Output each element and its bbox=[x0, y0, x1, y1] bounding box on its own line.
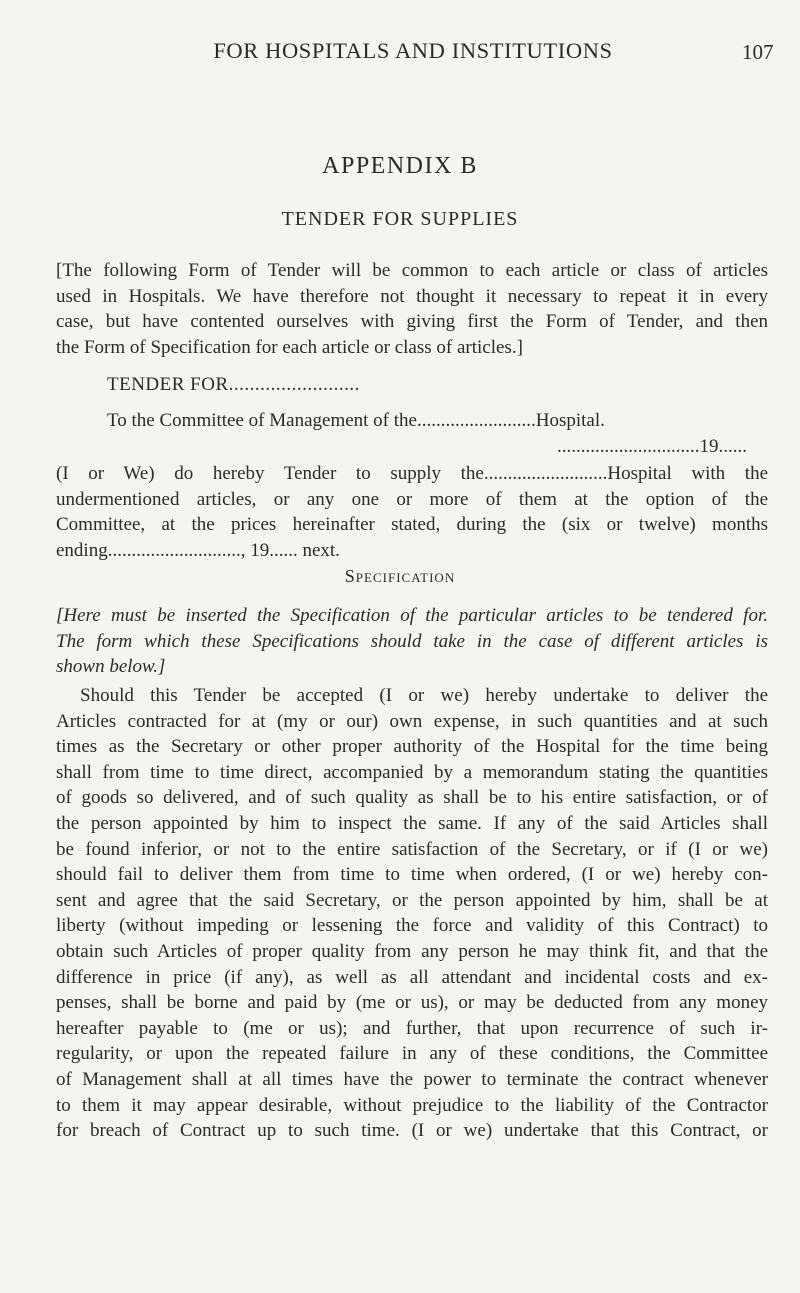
main-line: difference in price (if any), as well as all attendant and incidental costs and ex- bbox=[56, 966, 768, 988]
specification-heading: Specification bbox=[344, 566, 456, 586]
intro-paragraph bbox=[56, 258, 768, 360]
main-line: for breach of Contract up to such time. (I or we) undertake that this Contract, or bbox=[56, 1120, 768, 1142]
spec-note-line: The form which these Specifications should take in the case of different articles is bbox=[56, 630, 768, 652]
date-line: ..............................19...... bbox=[557, 436, 747, 457]
supply-line: (I or We) do hereby Tender to supply the..........................Hospital with the bbox=[56, 463, 768, 484]
tender-for-line: TENDER FOR......................... bbox=[107, 374, 360, 395]
appendix-title: APPENDIX B bbox=[322, 153, 478, 179]
main-line: liberty (without impeding or lessening the force and validity of this Contract) to bbox=[56, 915, 768, 937]
main-line: sent and agree that the said Secretary, or the person appointed by him, shall be at bbox=[56, 889, 768, 911]
main-line: Should this Tender be accepted (I or we) hereby undertake to deliver the bbox=[80, 685, 768, 706]
intro-line: the Form of Specification for each article or class of articles.] bbox=[56, 336, 523, 358]
supply-paragraph bbox=[56, 461, 768, 563]
main-line: the person appointed by him to inspect the same. If any of the said Articles shall bbox=[56, 812, 768, 834]
supply-line: undermentioned articles, or any one or more of them at the option of the bbox=[56, 488, 768, 510]
main-line: of Management shall at all times have the power to terminate the contract whenever bbox=[56, 1068, 768, 1090]
main-line: penses, shall be borne and paid by (me or us), or may be deducted from any money bbox=[56, 992, 768, 1014]
supply-line: Committee, at the prices hereinafter stated, during the (six or twelve) months bbox=[56, 514, 768, 536]
main-line: be found inferior, or not to the entire satisfaction of the Secretary, or if (I or we) bbox=[56, 838, 768, 860]
main-line: hereafter payable to (me or us); and further, that upon recurrence of such ir- bbox=[56, 1017, 768, 1039]
main-line: times as the Secretary or other proper authority of the Hospital for the time being bbox=[56, 736, 768, 758]
main-line: of goods so delivered, and of such quality as shall be to his entire satisfaction, or of bbox=[56, 787, 768, 809]
spec-note-line: [Here must be inserted the Specification of the particular articles to be tendered for. bbox=[56, 605, 768, 626]
main-line: shall from time to time direct, accompanied by a memorandum stating the quantities bbox=[56, 761, 768, 783]
main-line: obtain such Articles of proper quality from any person he may think fit, and that the bbox=[56, 940, 768, 962]
main-paragraph bbox=[56, 683, 768, 1144]
intro-line: [The following Form of Tender will be common to each article or class of articles bbox=[56, 260, 768, 281]
spec-note-line: shown below.] bbox=[56, 656, 166, 678]
intro-line: case, but have contented ourselves with giving first the Form of Tender, and then bbox=[56, 311, 768, 333]
main-line: Articles contracted for at (my or our) own expense, in such quantities and at such bbox=[56, 710, 768, 732]
section-title: TENDER FOR SUPPLIES bbox=[281, 208, 519, 230]
running-title: FOR HOSPITALS AND INSTITUTIONS bbox=[213, 38, 613, 63]
committee-line: To the Committee of Management of the.........................Hospital. bbox=[107, 410, 605, 431]
page-number: 107 bbox=[742, 40, 774, 64]
main-line: should fail to deliver them from time to time when ordered, (I or we) hereby con- bbox=[56, 864, 768, 886]
specification-note bbox=[56, 603, 768, 680]
main-line: to them it may appear desirable, without prejudice to the liability of the Contractor bbox=[56, 1094, 768, 1116]
main-line: regularity, or upon the repeated failure in any of these conditions, the Committee bbox=[56, 1043, 768, 1065]
supply-line: ending............................, 19...... next. bbox=[56, 539, 340, 561]
intro-line: used in Hospitals. We have therefore not thought it necessary to repeat it in every bbox=[56, 285, 768, 307]
